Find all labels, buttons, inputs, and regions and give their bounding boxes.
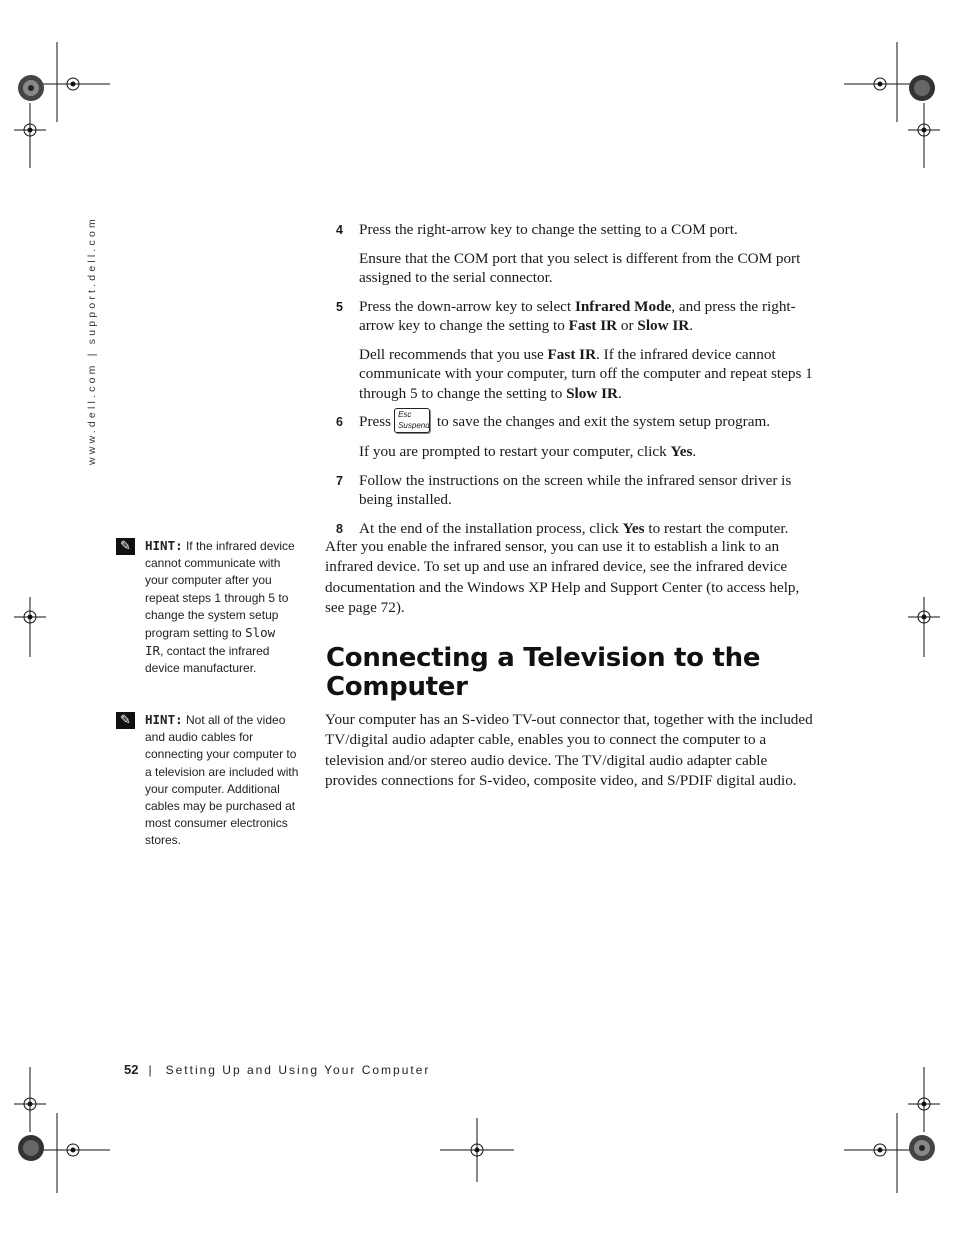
hint-pencil-icon: ✎ (116, 712, 135, 729)
step-text: Press the down-arrow key to select Infrared Mode, and press the right-arrow key to change the setting to Fast IR or Slow IR. (359, 297, 796, 334)
step-text: At the end of the installation process, click Yes to restart the computer. (359, 519, 789, 537)
step-note: Dell recommends that you use Fast IR. If the infrared device cannot communicate with your computer, turn off the computer and repeat steps 1 through 5 to change the setting to Slow IR. (359, 345, 813, 402)
footer-separator: | (148, 1063, 152, 1077)
step-8 (336, 519, 818, 539)
ui-term-infrared-mode: Infrared Mode (574, 297, 672, 315)
step-note: If you are prompted to restart your computer, click Yes. (359, 443, 697, 461)
ui-term-yes: Yes (622, 519, 645, 537)
chapter-title: Setting Up and Using Your Computer (165, 1063, 431, 1077)
page-footer (124, 1062, 430, 1077)
step-6 (336, 412, 818, 462)
tv-connector-paragraph: Your computer has an S-video TV-out connector that, together with the included TV/digital audio adapter cable, enables you to connect the computer to a television and/or stereo audio device. The TV/digital audio adapter cable provides connections for S-video, composite video, and S/PDIF digital audio. (325, 711, 813, 789)
section-heading: Connecting a Television to the Computer (326, 643, 761, 702)
ui-term-fast-ir: Fast IR (547, 345, 597, 363)
step-5 (336, 297, 818, 404)
ui-term-slow-ir: Slow IR (145, 625, 276, 659)
step-number: 5 (336, 299, 343, 314)
step-text: Press Esc Suspend to save the changes and exit the system setup program. (359, 412, 818, 433)
ui-term-yes: Yes (670, 443, 693, 461)
ui-term-slow-ir: Slow IR (566, 384, 619, 402)
step-7 (336, 471, 818, 510)
page-number: 52 (124, 1062, 139, 1077)
step-note: Ensure that the COM port that you select is different from the COM port assigned to the serial connector. (359, 249, 801, 286)
hint-pencil-icon: ✎ (116, 538, 135, 555)
ui-term-slow-ir: Slow IR (637, 317, 690, 334)
step-number: 4 (336, 223, 343, 237)
step-number: 6 (336, 415, 343, 429)
step-text: Press the right-arrow key to change the setting to a COM port. (359, 221, 738, 238)
side-url: www.dell.com | support.dell.com (86, 216, 98, 465)
step-text: Follow the instructions on the screen while the infrared sensor driver is being installed. (359, 471, 792, 509)
esc-key-icon: Esc Suspend (394, 408, 430, 433)
step-4 (336, 220, 818, 288)
hint-note-cables: HINT: Not all of the video and audio cables for connecting your computer to a television are included with your computer. Additional cables may be purchased at most consumer electronics stores. (145, 712, 299, 848)
step-number: 8 (336, 521, 343, 536)
step-number: 7 (336, 473, 343, 488)
hint-label: HINT: (145, 538, 183, 553)
hint-note-infrared: HINT: If the infrared device cannot communicate with your computer after you repeat steps 1 through 5 to change the system setup program setting to Slow IR, contact the infrared device manufacturer. (145, 538, 295, 676)
ui-term-fast-ir: Fast IR (568, 317, 618, 334)
step-list (336, 220, 818, 547)
hint-label: HINT: (145, 712, 183, 727)
after-enable-paragraph: After you enable the infrared sensor, you can use it to establish a link to an infrared device. To set up and use an infrared device, see the infrared device documentation and the Windows XP Help and Support Center (to access help, see page 72). (325, 538, 800, 616)
